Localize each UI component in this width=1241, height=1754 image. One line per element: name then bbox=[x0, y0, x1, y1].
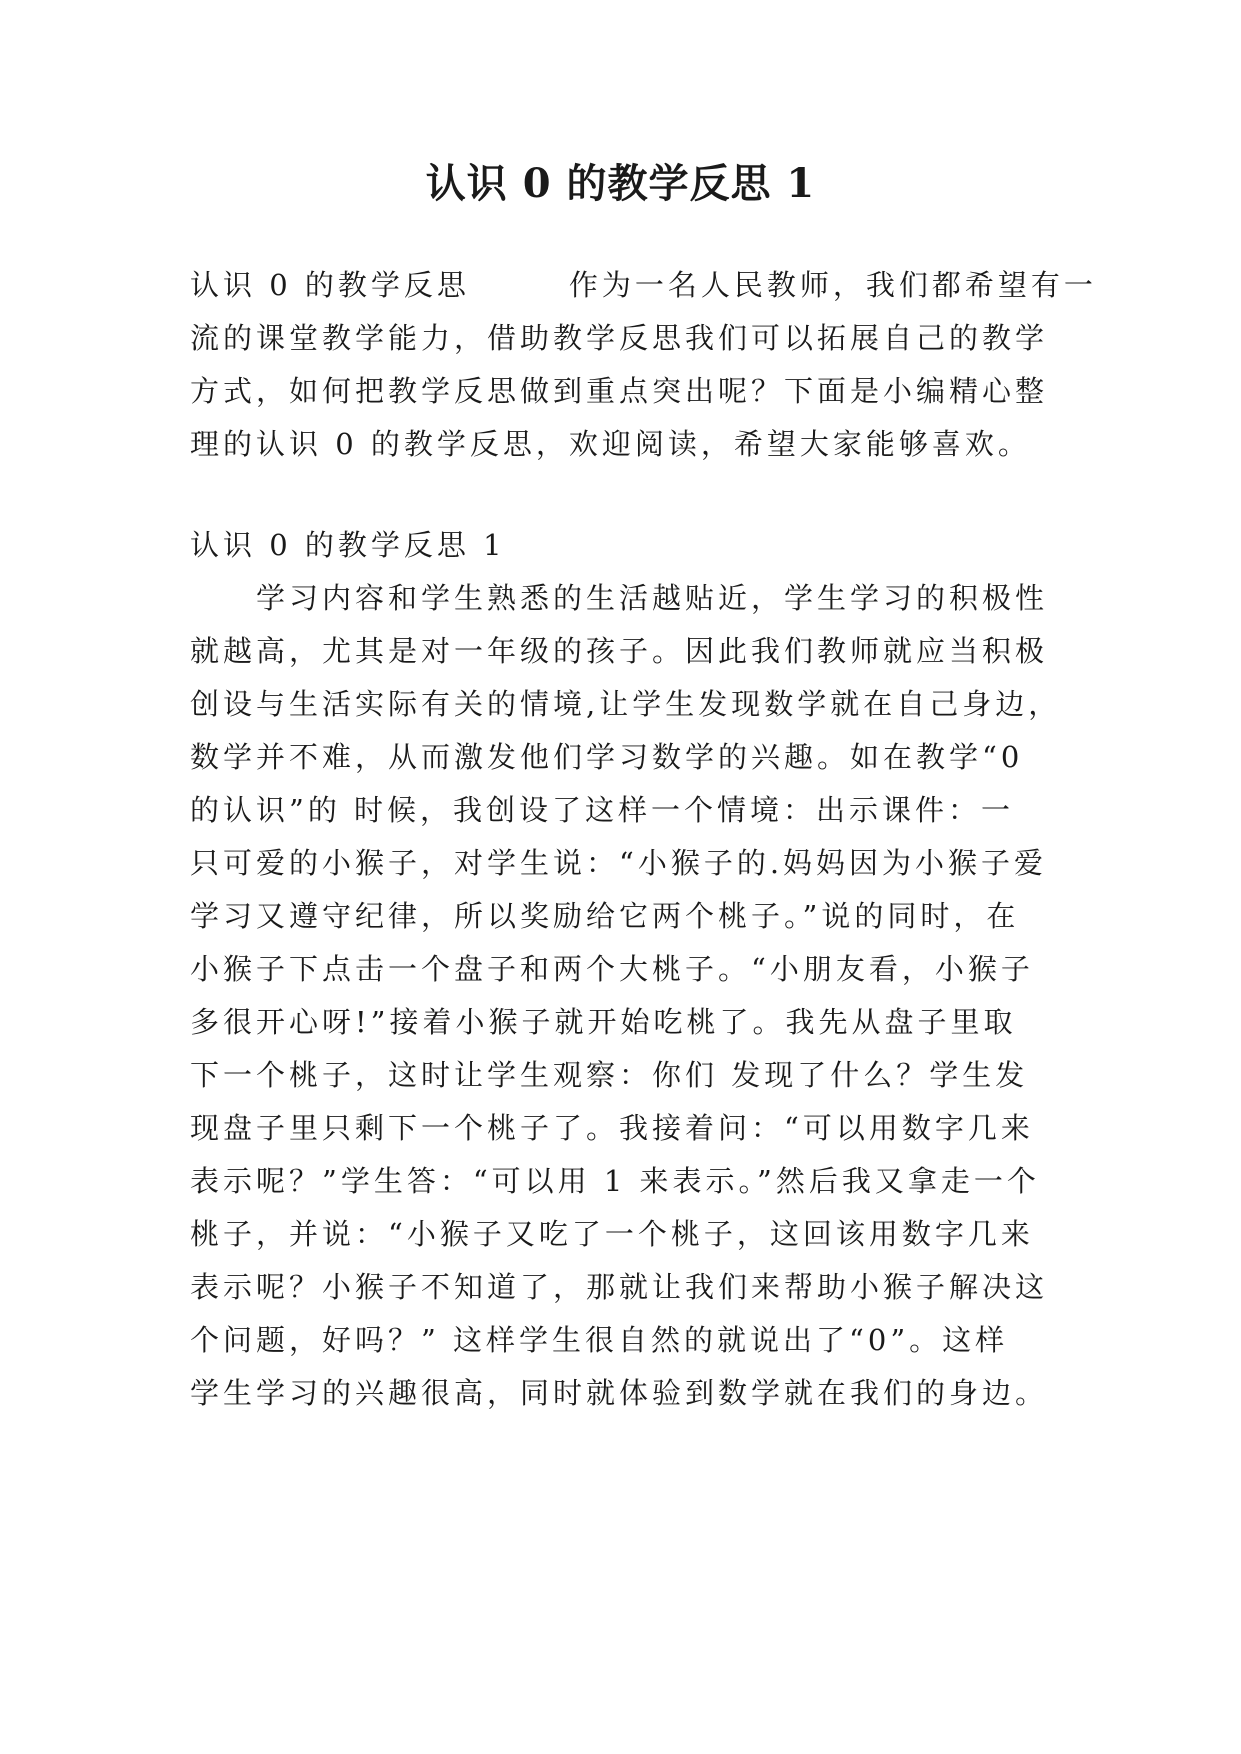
intro-line: 认识 0 的教学反思 作为一名人民教师，我们都希望有一 bbox=[190, 268, 1097, 302]
body-line: 就越高，尤其是对一年级的孩子。因此我们教师就应当积极 bbox=[190, 634, 1049, 668]
body-line: 小猴子下点击一个盘子和两个大桃子。“小朋友看，小猴子 bbox=[190, 952, 1034, 986]
body-line: 创设与生活实际有关的情境,让学生发现数学就在自己身边， bbox=[190, 687, 1062, 721]
body-line: 数学并不难，从而激发他们学习数学的兴趣。如在教学“0 bbox=[190, 740, 1024, 774]
body-line: 只可爱的小猴子，对学生说：“小猴子的.妈妈因为小猴子爱 bbox=[190, 846, 1048, 880]
intro-line: 理的认识 0 的教学反思，欢迎阅读，希望大家能够喜欢。 bbox=[190, 427, 1031, 461]
body-line: 桃子，并说：“小猴子又吃了一个桃子，这回该用数字几来 bbox=[190, 1217, 1034, 1251]
body-line: 下一个桃子，这时让学生观察：你们 发现了什么？学生发 bbox=[190, 1058, 1029, 1092]
body-line: 表示呢？”学生答：“可以用 1 来表示。”然后我又拿走一个 bbox=[190, 1164, 1040, 1198]
intro-line: 方式，如何把教学反思做到重点突出呢？下面是小编精心整 bbox=[190, 374, 1049, 408]
body-line: 个问题，好吗？” 这样学生很自然的就说出了“0”。这样 bbox=[190, 1323, 1009, 1357]
body-line: 学习又遵守纪律，所以奖励给它两个桃子。”说的同时，在 bbox=[190, 899, 1020, 933]
body-line: 的认识”的 时候，我创设了这样一个情境：出示课件：一 bbox=[190, 793, 1015, 827]
body-line: 学习内容和学生熟悉的生活越贴近，学生学习的积极性 bbox=[190, 581, 1049, 615]
document-title: 认识 0 的教学反思 1 bbox=[425, 160, 816, 207]
body-line: 表示呢？小猴子不知道了，那就让我们来帮助小猴子解决这 bbox=[190, 1270, 1049, 1304]
section-heading: 认识 0 的教学反思 1 bbox=[190, 528, 506, 562]
intro-line: 流的课堂教学能力，借助教学反思我们可以拓展自己的教学 bbox=[190, 321, 1049, 355]
body-line: 学生学习的兴趣很高，同时就体验到数学就在我们的身边。 bbox=[190, 1376, 1049, 1410]
body-line: 多很开心呀!”接着小猴子就开始吃桃了。我先从盘子里取 bbox=[190, 1005, 1017, 1039]
body-line: 现盘子里只剩下一个桃子了。我接着问：“可以用数字几来 bbox=[190, 1111, 1034, 1145]
